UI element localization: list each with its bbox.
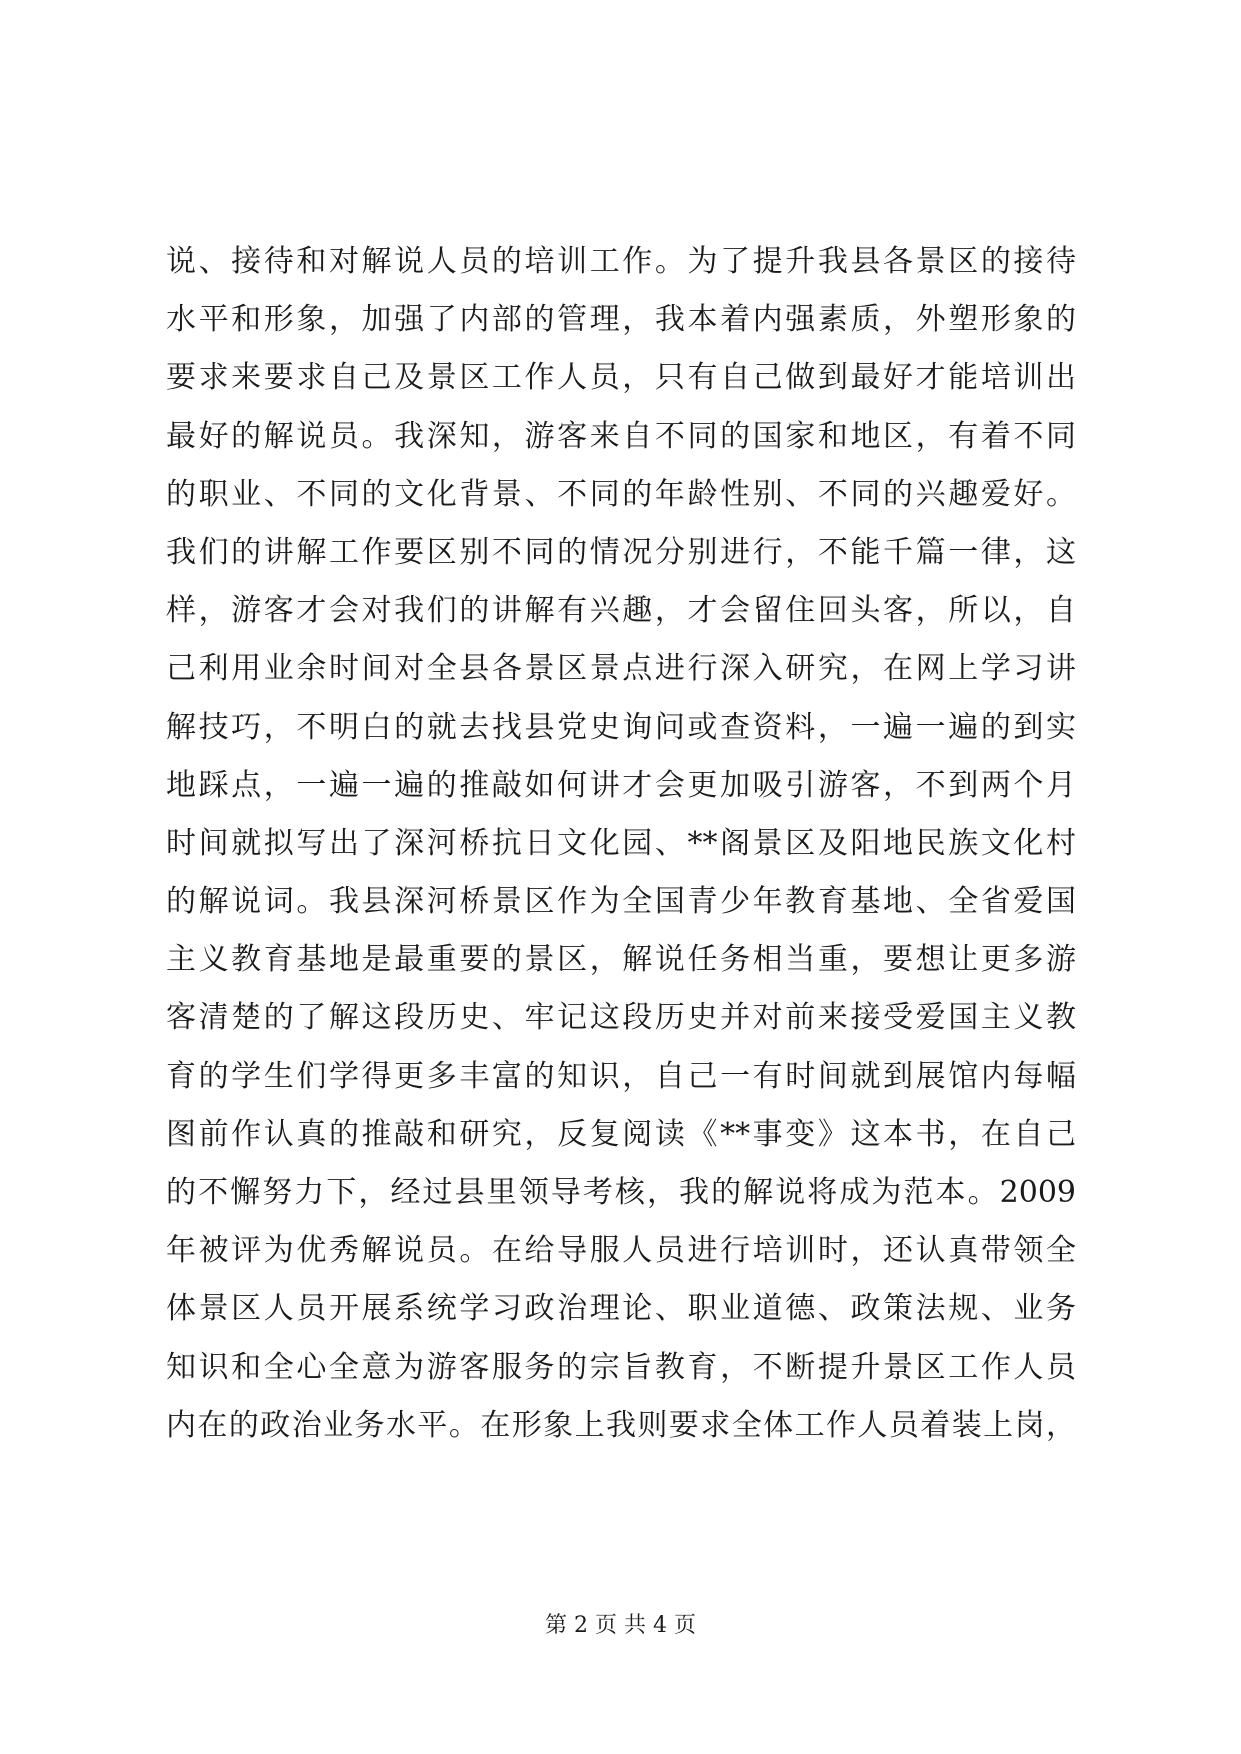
text-line: 最好的解说员。我深知，游客来自不同的国家和地区，有着不同 xyxy=(166,418,1076,454)
text-line: 的解说词。我县深河桥景区作为全国青少年教育基地、全省爱国 xyxy=(166,884,1076,920)
text-line: 己利用业余时间对全县各景区景点进行深入研究，在网上学习讲 xyxy=(166,651,1076,687)
body-text xyxy=(166,233,1076,1455)
text-line: 解技巧，不明白的就去找县党史询问或查资料，一遍一遍的到实 xyxy=(166,709,1076,745)
text-line: 体景区人员开展系统学习政治理论、职业道德、政策法规、业务 xyxy=(166,1291,1076,1327)
text-line: 图前作认真的推敲和研究，反复阅读《**事变》这本书，在自己 xyxy=(166,1116,1076,1152)
page-number-footer: 第 2 页 共 4 页 xyxy=(545,1613,696,1638)
text-line: 的不懈努力下，经过县里领导考核，我的解说将成为范本。2009 xyxy=(166,1175,1076,1210)
text-line: 样，游客才会对我们的讲解有兴趣，才会留住回头客，所以，自 xyxy=(166,593,1076,629)
text-line: 年被评为优秀解说员。在给导服人员进行培训时，还认真带领全 xyxy=(166,1233,1076,1269)
text-line: 要求来要求自己及景区工作人员，只有自己做到最好才能培训出 xyxy=(166,360,1076,396)
text-line: 的职业、不同的文化背景、不同的年龄性别、不同的兴趣爱好。 xyxy=(166,476,1076,512)
text-line: 地踩点，一遍一遍的推敲如何讲才会更加吸引游客，不到两个月 xyxy=(166,767,1076,803)
text-line: 客清楚的了解这段历史、牢记这段历史并对前来接受爱国主义教 xyxy=(166,1000,1076,1036)
text-line: 育的学生们学得更多丰富的知识，自己一有时间就到展馆内每幅 xyxy=(166,1058,1076,1094)
text-line: 内在的政治业务水平。在形象上我则要求全体工作人员着装上岗， xyxy=(166,1407,1076,1443)
text-line: 知识和全心全意为游客服务的宗旨教育，不断提升景区工作人员 xyxy=(166,1349,1076,1385)
text-line: 主义教育基地是最重要的景区，解说任务相当重，要想让更多游 xyxy=(166,942,1076,978)
text-line: 时间就拟写出了深河桥抗日文化园、**阁景区及阳地民族文化村 xyxy=(166,825,1076,861)
text-line: 水平和形象，加强了内部的管理，我本着内强素质，外塑形象的 xyxy=(166,302,1076,338)
text-line: 我们的讲解工作要区别不同的情况分别进行，不能千篇一律，这 xyxy=(166,534,1076,570)
text-line: 说、接待和对解说人员的培训工作。为了提升我县各景区的接待 xyxy=(166,244,1076,279)
